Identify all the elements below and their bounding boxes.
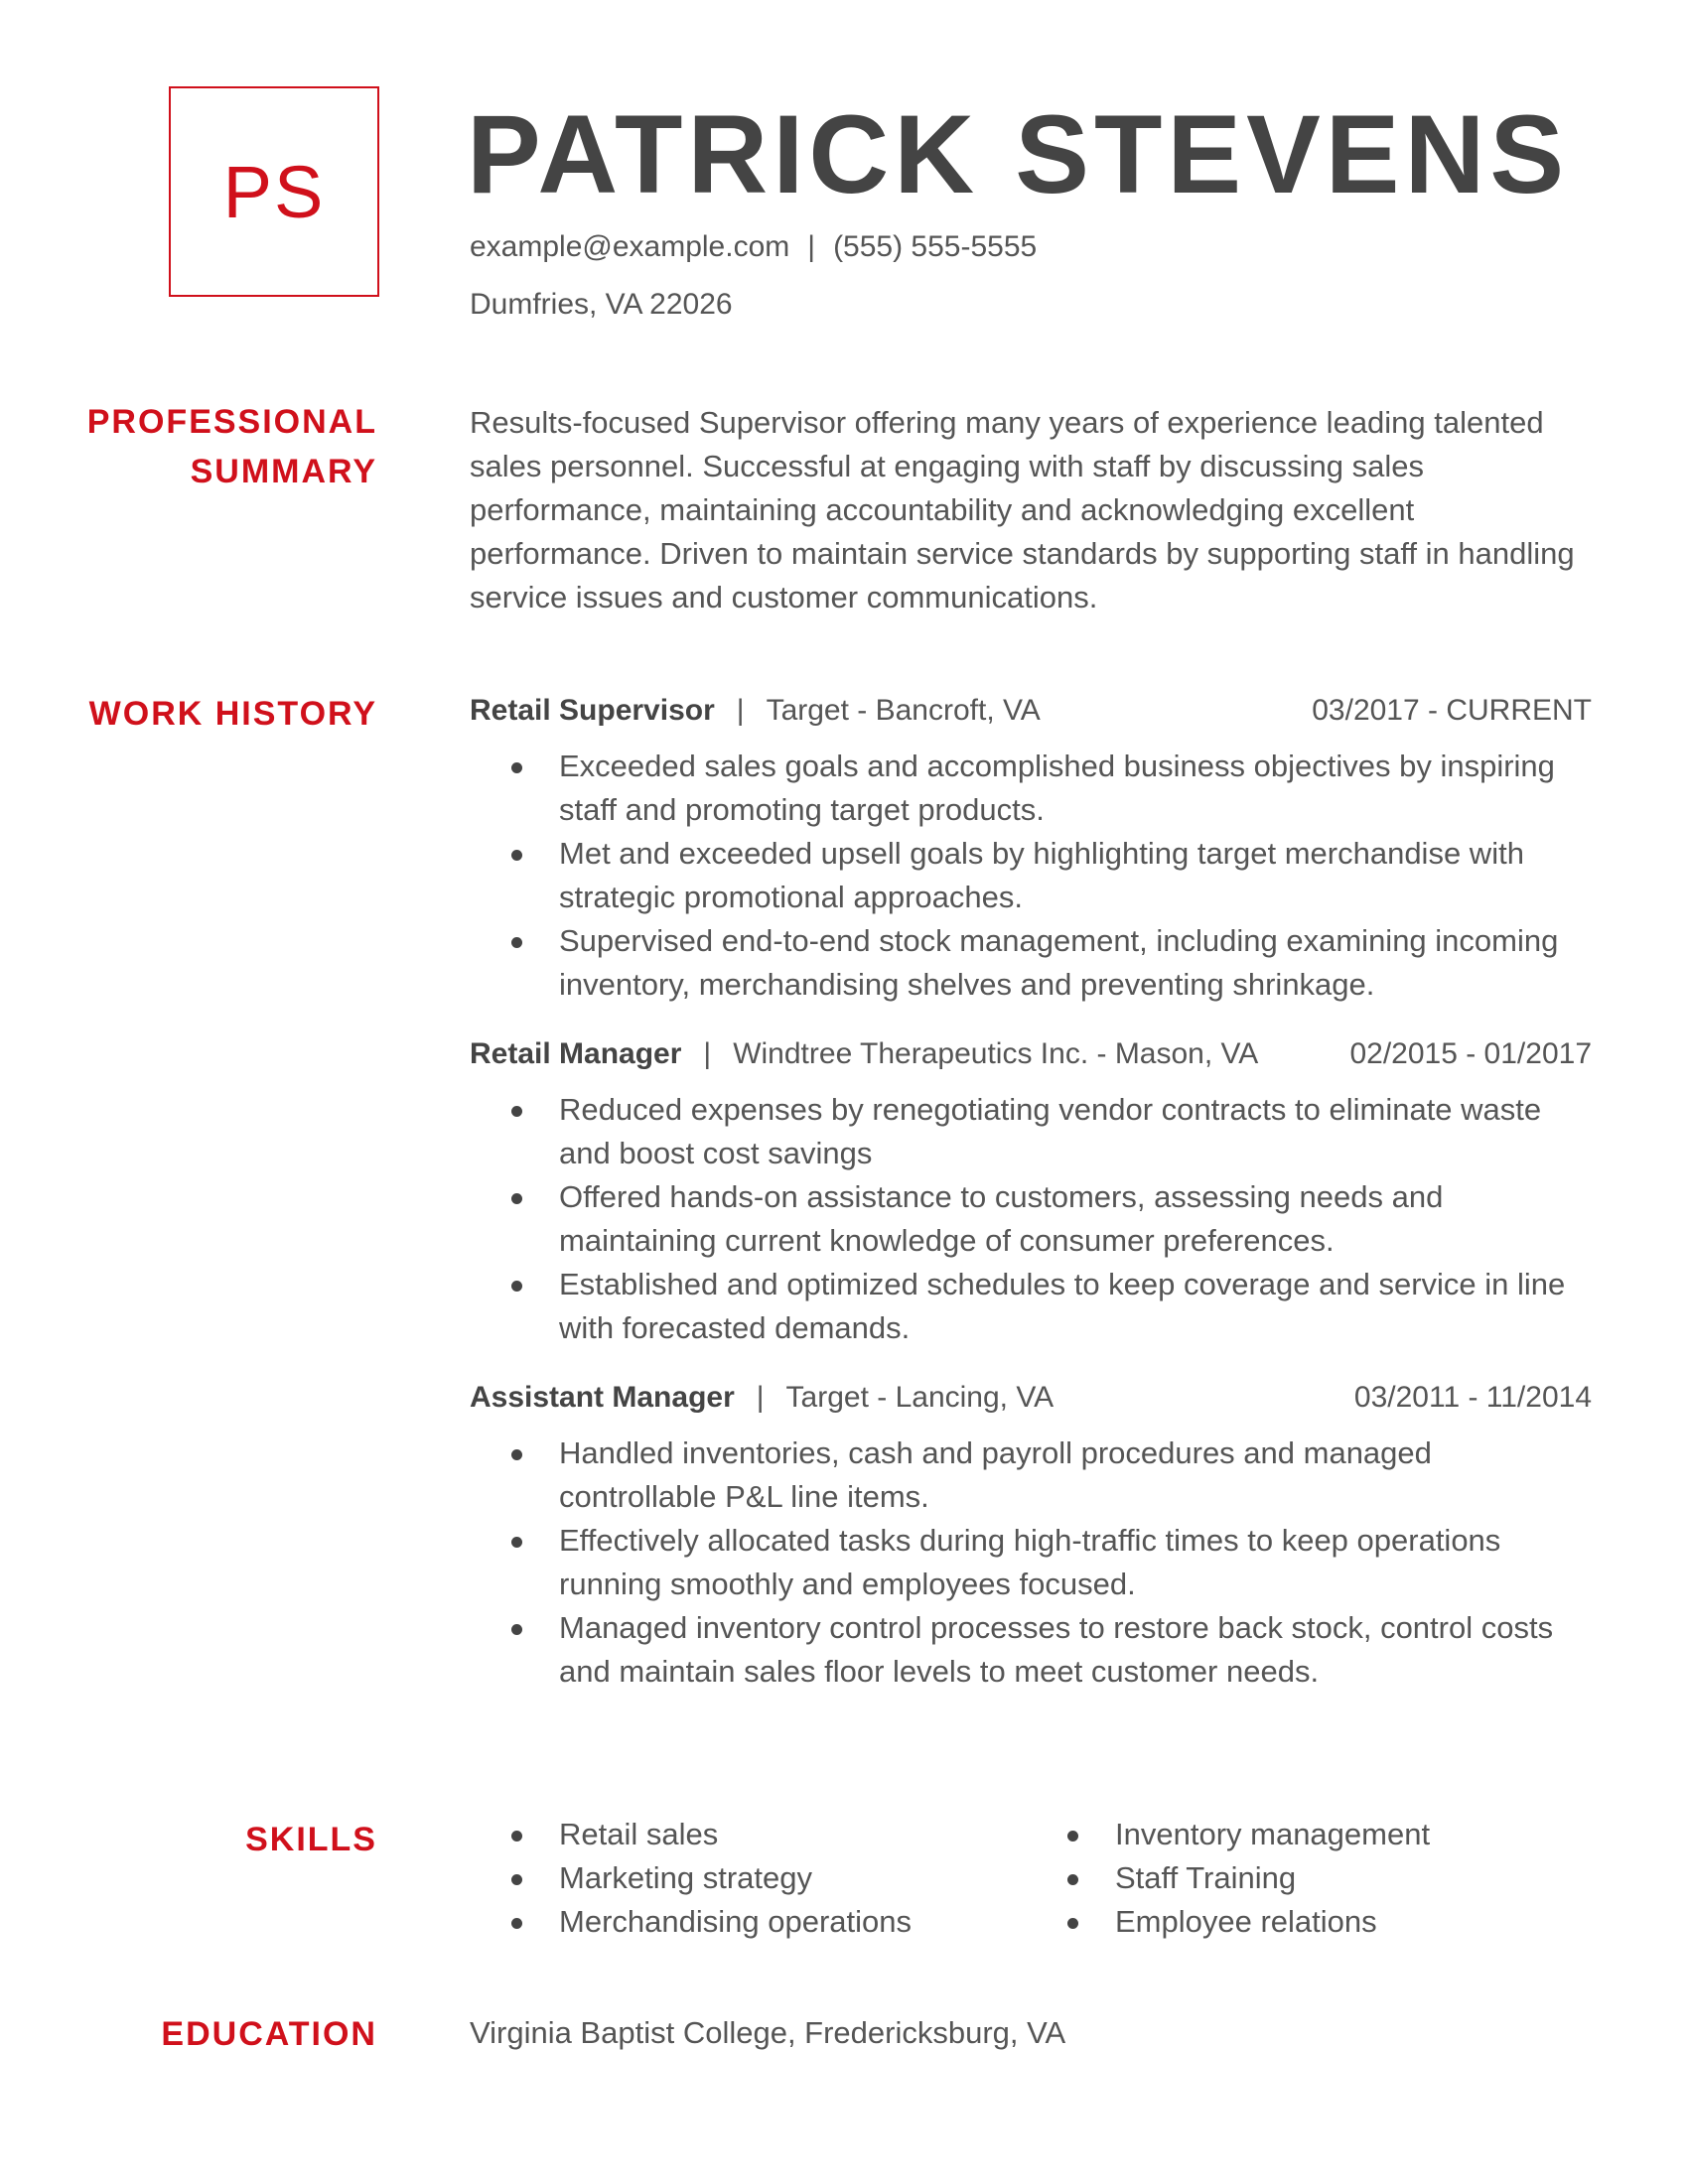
- job-separator: |: [756, 1381, 765, 1414]
- skill-text: Marketing strategy: [559, 1860, 812, 1895]
- bullet-dot: [511, 850, 522, 861]
- skill-text: Merchandising operations: [559, 1904, 912, 1939]
- bullet-dot: [511, 1537, 522, 1548]
- monogram-box: [169, 86, 379, 297]
- bullet-dot: [511, 1449, 522, 1460]
- bullet-dot: [511, 1106, 522, 1117]
- job-bullets: [470, 1432, 1592, 1694]
- bullet-dot: [1067, 1918, 1078, 1929]
- bullet-text: Handled inventories, cash and payroll procedures and managed controllable P&L line items.: [559, 1435, 1432, 1514]
- heading-summary-line2: SUMMARY: [190, 453, 377, 490]
- job-entry: [470, 1032, 1592, 1350]
- heading-skills: SKILLS: [245, 1821, 377, 1858]
- skill-item: [470, 1900, 1026, 1944]
- job-separator: |: [703, 1037, 712, 1070]
- candidate-name: PATRICK STEVENS: [467, 92, 1570, 216]
- bullet-dot: [511, 1281, 522, 1292]
- skills-column-right: [1026, 1813, 1582, 1944]
- job-bullet: [470, 832, 1592, 919]
- bullet-dot: [511, 1918, 522, 1929]
- skill-text: Retail sales: [559, 1817, 719, 1851]
- bullet-dot: [511, 1624, 522, 1635]
- job-bullet: [470, 1175, 1592, 1263]
- contact-line: [470, 230, 1037, 264]
- skill-item: [1026, 1813, 1582, 1856]
- job-dates: 03/2011 - 11/2014: [1315, 1376, 1592, 1420]
- job-bullets: [470, 745, 1592, 1007]
- job-header: [470, 1376, 1592, 1420]
- heading-summary-line1: PROFESSIONAL: [86, 403, 377, 441]
- bullet-dot: [511, 1193, 522, 1204]
- bullet-text: Reduced expenses by renegotiating vendor contracts to eliminate waste and boost cost savings: [559, 1092, 1542, 1170]
- bullet-dot: [511, 762, 522, 773]
- job-separator: |: [736, 694, 745, 727]
- skills-bullets: [1026, 1813, 1582, 1944]
- job-bullets: [470, 1088, 1592, 1350]
- job-company: Windtree Therapeutics Inc. - Mason, VA: [733, 1037, 1259, 1070]
- contact-separator: |: [807, 230, 816, 263]
- skill-text: Inventory management: [1115, 1817, 1431, 1851]
- job-entry: [470, 689, 1592, 1007]
- education-entry: Virginia Baptist College, Fredericksburg, VA: [470, 2015, 1066, 2050]
- job-bullet: [470, 1263, 1592, 1350]
- skill-item: [1026, 1900, 1582, 1944]
- job-dates: 02/2015 - 01/2017: [1310, 1032, 1592, 1076]
- bullet-dot: [511, 1874, 522, 1885]
- job-bullet: [470, 1606, 1592, 1694]
- job-bullet: [470, 1088, 1592, 1175]
- job-dates: 03/2017 - CURRENT: [1272, 689, 1592, 733]
- job-header: [470, 689, 1592, 733]
- email[interactable]: example@example.com: [470, 230, 790, 263]
- summary-text: Results-focused Supervisor offering many years of experience leading talented sales personnel. Successful at engaging with staff by discussing sales performance, maintaining accountability and acknowledging excellent performance. Driven to maintain service standards by supporting staff in handling service issues and customer communications.: [470, 405, 1575, 614]
- job-title: Retail Manager: [470, 1037, 682, 1070]
- bullet-text: Managed inventory control processes to restore back stock, control costs and maintain sales floor levels to meet customer needs.: [559, 1610, 1554, 1689]
- bullet-dot: [1067, 1831, 1078, 1842]
- job-company: Target - Lancing, VA: [785, 1381, 1055, 1414]
- heading-work-history: WORK HISTORY: [88, 695, 377, 733]
- heading-professional-summary: [0, 397, 377, 496]
- skill-text: Employee relations: [1115, 1904, 1377, 1939]
- bullet-text: Effectively allocated tasks during high-traffic times to keep operations running smoothly and employees focused.: [559, 1523, 1501, 1601]
- job-header: [470, 1032, 1592, 1076]
- skill-item: [470, 1813, 1026, 1856]
- bullet-text: Established and optimized schedules to keep coverage and service in line with forecasted demands.: [559, 1267, 1566, 1345]
- job-bullet: [470, 919, 1592, 1007]
- job-title: Retail Supervisor: [470, 694, 715, 727]
- bullet-dot: [1067, 1874, 1078, 1885]
- heading-education: EDUCATION: [161, 2015, 377, 2053]
- skills-column-left: [470, 1813, 1026, 1944]
- job-bullet: [470, 1432, 1592, 1519]
- job-company: Target - Bancroft, VA: [766, 694, 1041, 727]
- work-history: [470, 689, 1592, 1719]
- bullet-text: Supervised end-to-end stock management, including examining incoming inventory, merchandising shelves and preventing shrinkage.: [559, 923, 1559, 1002]
- skill-text: Staff Training: [1115, 1860, 1297, 1895]
- bullet-text: Met and exceeded upsell goals by highlighting target merchandise with strategic promotional approaches.: [559, 836, 1524, 914]
- job-bullet: [470, 745, 1592, 832]
- bullet-text: Exceeded sales goals and accomplished business objectives by inspiring staff and promoting target products.: [559, 749, 1555, 827]
- address: Dumfries, VA 22026: [470, 288, 733, 321]
- job-title: Assistant Manager: [470, 1381, 735, 1414]
- bullet-dot: [511, 1831, 522, 1842]
- job-bullet: [470, 1519, 1592, 1606]
- bullet-dot: [511, 937, 522, 948]
- skill-item: [1026, 1856, 1582, 1900]
- skill-item: [470, 1856, 1026, 1900]
- phone[interactable]: (555) 555-5555: [833, 230, 1038, 263]
- bullet-text: Offered hands-on assistance to customers, assessing needs and maintaining current knowledge of consumer preferences.: [559, 1179, 1444, 1258]
- skills-bullets: [470, 1813, 1026, 1944]
- monogram-initials: PS: [222, 150, 326, 233]
- job-entry: [470, 1376, 1592, 1694]
